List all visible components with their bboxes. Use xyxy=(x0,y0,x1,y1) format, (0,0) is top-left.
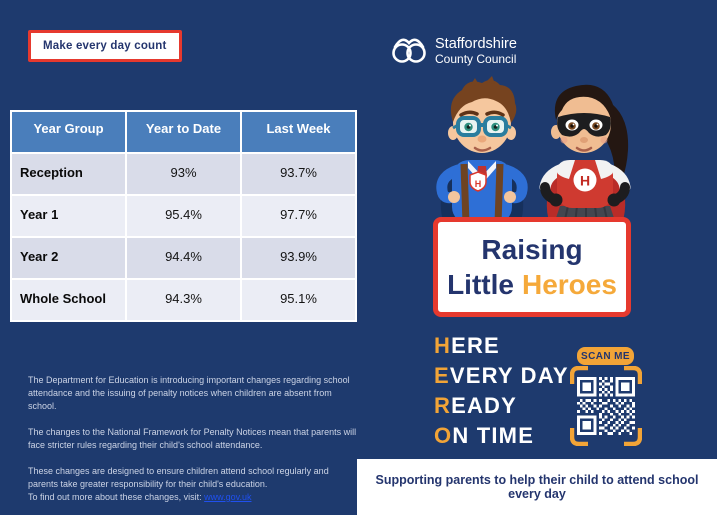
hero-letter-r: R xyxy=(434,393,452,418)
row-value: 93.9% xyxy=(241,237,356,279)
row-value: 93.7% xyxy=(241,153,356,195)
info-paragraph xyxy=(28,465,358,504)
row-value: 95.1% xyxy=(241,279,356,321)
row-value: 95.4% xyxy=(126,195,241,237)
info-paragraph-text: These changes are designed to ensure children attend school regularly and parents take greater responsibility for their child's education. xyxy=(28,466,329,489)
hero-letter-h: H xyxy=(434,333,452,358)
boy-hero-illustration xyxy=(441,76,523,224)
footer-text: Supporting parents to help their child to attend school every day xyxy=(375,473,699,501)
table-row xyxy=(11,153,356,195)
row-label: Whole School xyxy=(11,279,126,321)
qr-code xyxy=(570,366,642,446)
card-line-1 xyxy=(481,232,582,267)
card-raising-text: Raising xyxy=(481,234,583,265)
row-value: 94.3% xyxy=(126,279,241,321)
header-year-group: Year Group xyxy=(11,111,126,153)
visit-text: To find out more about these changes, visit: xyxy=(28,492,202,502)
svg-text:H: H xyxy=(579,172,591,189)
info-paragraph: The changes to the National Framework for Penalty Notices mean that parents will face stricter rules regarding their child's school attendance. xyxy=(28,427,357,450)
header-last-week: Last Week xyxy=(241,111,356,153)
council-logo xyxy=(389,33,517,70)
gov-uk-link[interactable]: www.gov.uk xyxy=(204,492,252,502)
hero-line-on-time xyxy=(434,421,569,451)
card-little-text: Little xyxy=(447,269,514,300)
hero-line-ready xyxy=(434,391,569,421)
girl-hero-illustration xyxy=(545,85,628,224)
hero-line-every-day xyxy=(434,361,569,391)
hero-line-rest: ERE xyxy=(451,333,500,358)
footer-banner xyxy=(357,459,717,515)
hero-acrostic xyxy=(434,331,569,451)
hero-line-rest: VERY DAY xyxy=(449,363,569,388)
make-every-day-count-badge: Make every day count xyxy=(28,30,182,62)
scan-me-label: SCAN ME xyxy=(577,347,634,365)
hero-line-rest: N TIME xyxy=(452,423,535,448)
header-year-to-date: Year to Date xyxy=(126,111,241,153)
hero-kids-illustration xyxy=(430,76,642,224)
table-row xyxy=(11,237,356,279)
council-subtitle: County Council xyxy=(435,51,517,66)
attendance-table xyxy=(10,110,357,322)
row-value: 94.4% xyxy=(126,237,241,279)
hero-letter-o: O xyxy=(434,423,453,448)
hero-letter-e: E xyxy=(434,363,450,388)
hero-line-rest: EADY xyxy=(451,393,518,418)
attendance-info-text xyxy=(28,374,358,504)
svg-text:H: H xyxy=(474,179,482,189)
table-row xyxy=(11,195,356,237)
row-value: 93% xyxy=(126,153,241,195)
raising-little-heroes-card xyxy=(433,217,631,317)
card-heroes-text: Heroes xyxy=(521,269,617,300)
table-row xyxy=(11,279,356,321)
row-label: Year 1 xyxy=(11,195,126,237)
row-label: Year 2 xyxy=(11,237,126,279)
table-header-row xyxy=(11,111,356,153)
card-line-2 xyxy=(447,267,617,302)
info-paragraph: The Department for Education is introducing important changes regarding school attendance and the issuing of penalty notices when children are absent from school. xyxy=(28,375,350,411)
row-value: 97.7% xyxy=(241,195,356,237)
council-logo-text xyxy=(435,37,517,66)
hero-line-here xyxy=(434,331,569,361)
row-label: Reception xyxy=(11,153,126,195)
qr-code-image xyxy=(577,377,635,435)
stafford-knot-icon xyxy=(389,33,429,70)
council-name: Staffordshire xyxy=(435,35,517,52)
